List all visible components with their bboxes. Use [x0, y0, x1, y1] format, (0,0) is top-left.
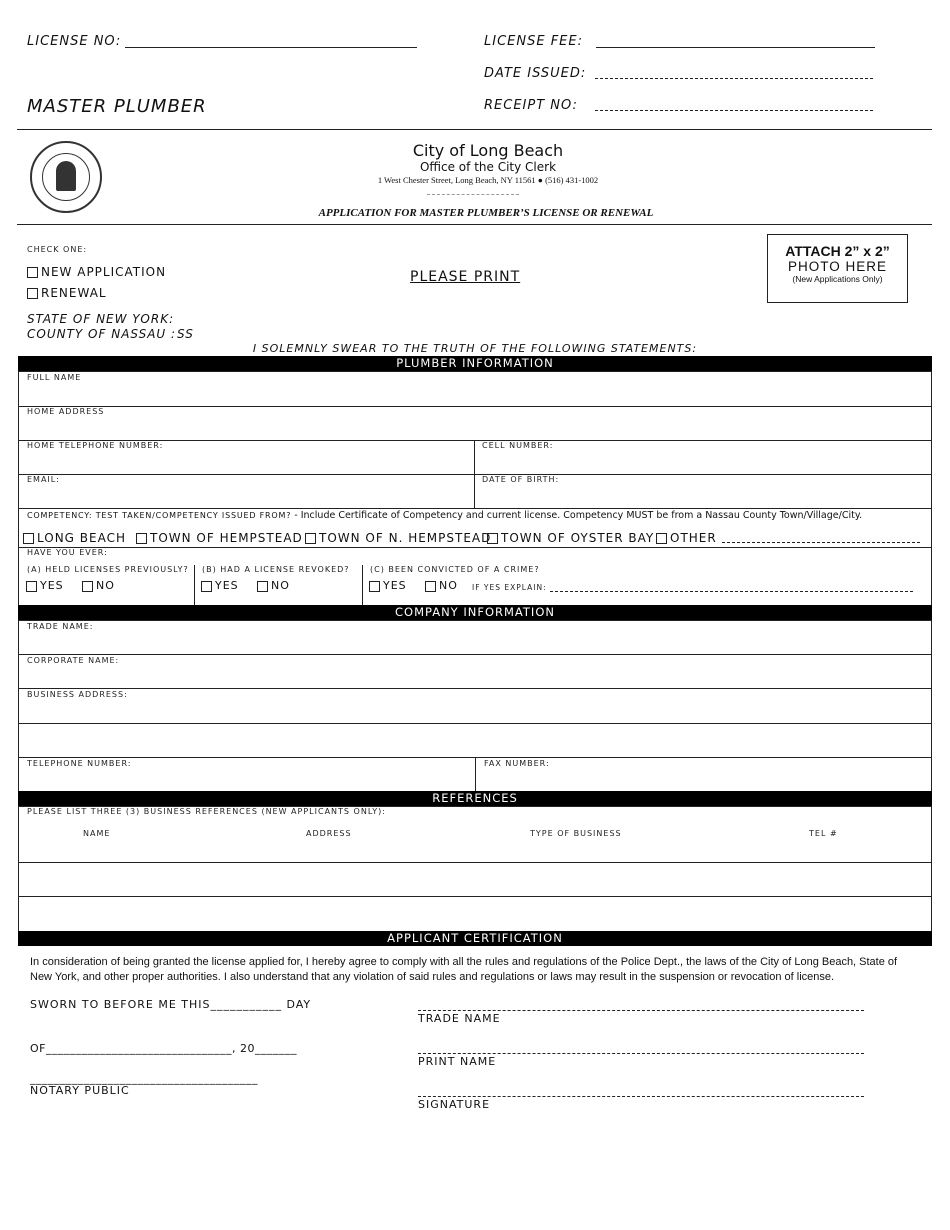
- competency-text: [27, 510, 862, 521]
- trade-name-field[interactable]: [19, 633, 931, 653]
- question-c-no[interactable]: NO: [425, 579, 458, 592]
- office-name: Office of the City Clerk: [419, 160, 557, 174]
- state-label: STATE OF NEW YORK:: [27, 312, 175, 326]
- home-address-field[interactable]: [19, 418, 931, 439]
- date-issued-label: DATE ISSUED:: [484, 66, 587, 81]
- col-address: ADDRESS: [306, 829, 352, 838]
- checkbox[interactable]: [305, 533, 316, 544]
- photo-line-1: ATTACH 2” x 2”: [785, 243, 890, 259]
- divider: [18, 688, 932, 689]
- fax-field[interactable]: [477, 770, 931, 791]
- please-print: PLEASE PRINT: [410, 269, 521, 285]
- checkbox[interactable]: [82, 581, 93, 592]
- if-yes-explain-field[interactable]: [550, 591, 913, 592]
- have-you-ever-label: HAVE YOU EVER:: [27, 548, 108, 557]
- col-tel: TEL #: [809, 829, 838, 838]
- license-type-title: MASTER PLUMBER: [27, 96, 207, 117]
- home-address-label: HOME ADDRESS: [27, 407, 105, 416]
- office-address: 1 West Chester Street, Long Beach, NY 11561 ● (516) 431-1002: [377, 175, 599, 185]
- new-application-checkbox[interactable]: [27, 267, 38, 278]
- col-type-of-business: TYPE OF BUSINESS: [530, 829, 622, 838]
- photo-box: [767, 234, 908, 303]
- competency-town-of-hempstead[interactable]: TOWN OF HEMPSTEAD: [136, 531, 303, 545]
- fax-label: FAX NUMBER:: [484, 759, 550, 768]
- of-date-line[interactable]: OF_______________________________, 20_______: [30, 1042, 297, 1055]
- full-name-field[interactable]: [19, 384, 931, 405]
- question-b: (B) HAD A LICENSE REVOKED?: [202, 565, 350, 574]
- photo-line-3: (New Applications Only): [792, 274, 883, 284]
- license-fee-label: LICENSE FEE:: [484, 34, 583, 49]
- question-b-no[interactable]: NO: [257, 579, 290, 592]
- competency-note: - Include Certificate of Competency and current license. Competency MUST be from a Nassau County Town/Village/City.: [291, 510, 863, 521]
- checkbox[interactable]: [487, 533, 498, 544]
- corporate-name-label: CORPORATE NAME:: [27, 656, 120, 665]
- photo-line-2: PHOTO HERE: [787, 259, 887, 274]
- reference-row-1[interactable]: [19, 841, 931, 861]
- notary-signature-line[interactable]: ______________________________________: [30, 1072, 258, 1085]
- business-address-field[interactable]: [19, 701, 931, 756]
- home-phone-field[interactable]: [19, 452, 473, 473]
- check-one-label: CHECK ONE:: [27, 245, 88, 254]
- company-section-header: COMPANY INFORMATION: [18, 605, 932, 620]
- competency-town-of-oyster-bay[interactable]: TOWN OF OYSTER BAY: [487, 531, 654, 545]
- question-a: (A) HELD LICENSES PREVIOUSLY?: [27, 565, 189, 574]
- ss-label: SS: [177, 327, 194, 341]
- if-yes-explain-label: IF YES EXPLAIN:: [472, 583, 547, 592]
- signature-line[interactable]: [418, 1096, 864, 1097]
- competency-town-of-n-hempstead[interactable]: TOWN OF N. HEMPSTEAD: [305, 531, 491, 545]
- reference-row-3[interactable]: [19, 897, 931, 931]
- cert-trade-name-label: TRADE NAME: [418, 1012, 501, 1025]
- print-name-label: PRINT NAME: [418, 1055, 497, 1068]
- checkbox[interactable]: [425, 581, 436, 592]
- sworn-line[interactable]: SWORN TO BEFORE ME THIS___________ DAY: [30, 998, 312, 1011]
- divider: [18, 474, 932, 475]
- signature-label: SIGNATURE: [418, 1098, 491, 1111]
- reference-row-2[interactable]: [19, 863, 931, 895]
- renewal-option[interactable]: RENEWAL: [27, 286, 107, 300]
- print-name-line[interactable]: [418, 1053, 864, 1054]
- email-field[interactable]: [19, 486, 473, 507]
- divider: [18, 654, 932, 655]
- renewal-checkbox[interactable]: [27, 288, 38, 299]
- receipt-no-field[interactable]: [595, 110, 873, 111]
- divider: [474, 440, 475, 508]
- competency-long-beach[interactable]: LONG BEACH: [23, 531, 126, 545]
- address-rule: [427, 194, 519, 195]
- plumber-section-header: PLUMBER INFORMATION: [18, 356, 932, 371]
- date-issued-field[interactable]: [595, 78, 873, 79]
- divider: [194, 565, 195, 606]
- cell-label: CELL NUMBER:: [482, 441, 554, 450]
- county-label: COUNTY OF NASSAU :: [27, 327, 177, 341]
- competency-label: COMPETENCY: TEST TAKEN/COMPETENCY ISSUED FROM?: [27, 511, 292, 520]
- license-fee-field[interactable]: [596, 47, 875, 48]
- cell-field[interactable]: [476, 452, 931, 473]
- corporate-name-field[interactable]: [19, 667, 931, 687]
- divider: [18, 547, 932, 548]
- competency-other-field[interactable]: [722, 542, 920, 543]
- telephone-label: TELEPHONE NUMBER:: [27, 759, 132, 768]
- references-instruction: PLEASE LIST THREE (3) BUSINESS REFERENCES (NEW APPLICANTS ONLY):: [27, 807, 386, 816]
- checkbox[interactable]: [257, 581, 268, 592]
- form-title: APPLICATION FOR MASTER PLUMBER’S LICENSE OR RENEWAL: [318, 207, 654, 219]
- email-label: EMAIL:: [27, 475, 60, 484]
- full-name-label: FULL NAME: [27, 373, 82, 382]
- checkbox[interactable]: [369, 581, 380, 592]
- certification-section-header: APPLICANT CERTIFICATION: [18, 931, 932, 946]
- trade-name-label: TRADE NAME:: [27, 622, 94, 631]
- references-section-header: REFERENCES: [18, 791, 932, 806]
- checkbox[interactable]: [201, 581, 212, 592]
- checkbox[interactable]: [26, 581, 37, 592]
- license-no-label: LICENSE NO:: [27, 34, 122, 49]
- business-address-label: BUSINESS ADDRESS:: [27, 690, 128, 699]
- col-name: NAME: [83, 829, 111, 838]
- question-b-yes[interactable]: YES: [201, 579, 239, 592]
- divider: [475, 757, 476, 792]
- telephone-field[interactable]: [19, 770, 474, 791]
- checkbox[interactable]: [23, 533, 34, 544]
- trade-name-signature-line[interactable]: [418, 1010, 864, 1011]
- checkbox[interactable]: [656, 533, 667, 544]
- org-divider: [17, 224, 932, 225]
- oath-statement: I SOLEMNLY SWEAR TO THE TRUTH OF THE FOLLOWING STATEMENTS:: [252, 342, 698, 355]
- divider: [362, 565, 363, 606]
- license-no-field[interactable]: [125, 47, 417, 48]
- notary-public-label: NOTARY PUBLIC: [30, 1084, 130, 1097]
- new-application-option[interactable]: NEW APPLICATION: [27, 265, 166, 279]
- dob-label: DATE OF BIRTH:: [482, 475, 560, 484]
- receipt-no-label: RECEIPT NO:: [484, 98, 578, 113]
- city-name: City of Long Beach: [412, 141, 564, 160]
- question-a-no[interactable]: NO: [82, 579, 115, 592]
- divider: [18, 508, 932, 509]
- certification-paragraph: In consideration of being granted the license applied for, I hereby agree to comply with all the rules and regulations of the Police Dept., the laws of the City of Long Beach, State of New York, and other proper authorities. I also understand that any violation of said rules and regulations or laws may result in the suspension or revocation of license.: [30, 956, 898, 983]
- checkbox[interactable]: [136, 533, 147, 544]
- competency-other[interactable]: OTHER: [656, 531, 717, 545]
- divider: [18, 406, 932, 407]
- home-phone-label: HOME TELEPHONE NUMBER:: [27, 441, 164, 450]
- header-divider: [17, 129, 932, 130]
- question-c-yes[interactable]: YES: [369, 579, 407, 592]
- question-c: (C) BEEN CONVICTED OF A CRIME?: [370, 565, 540, 574]
- dob-field[interactable]: [476, 486, 931, 507]
- question-a-yes[interactable]: YES: [26, 579, 64, 592]
